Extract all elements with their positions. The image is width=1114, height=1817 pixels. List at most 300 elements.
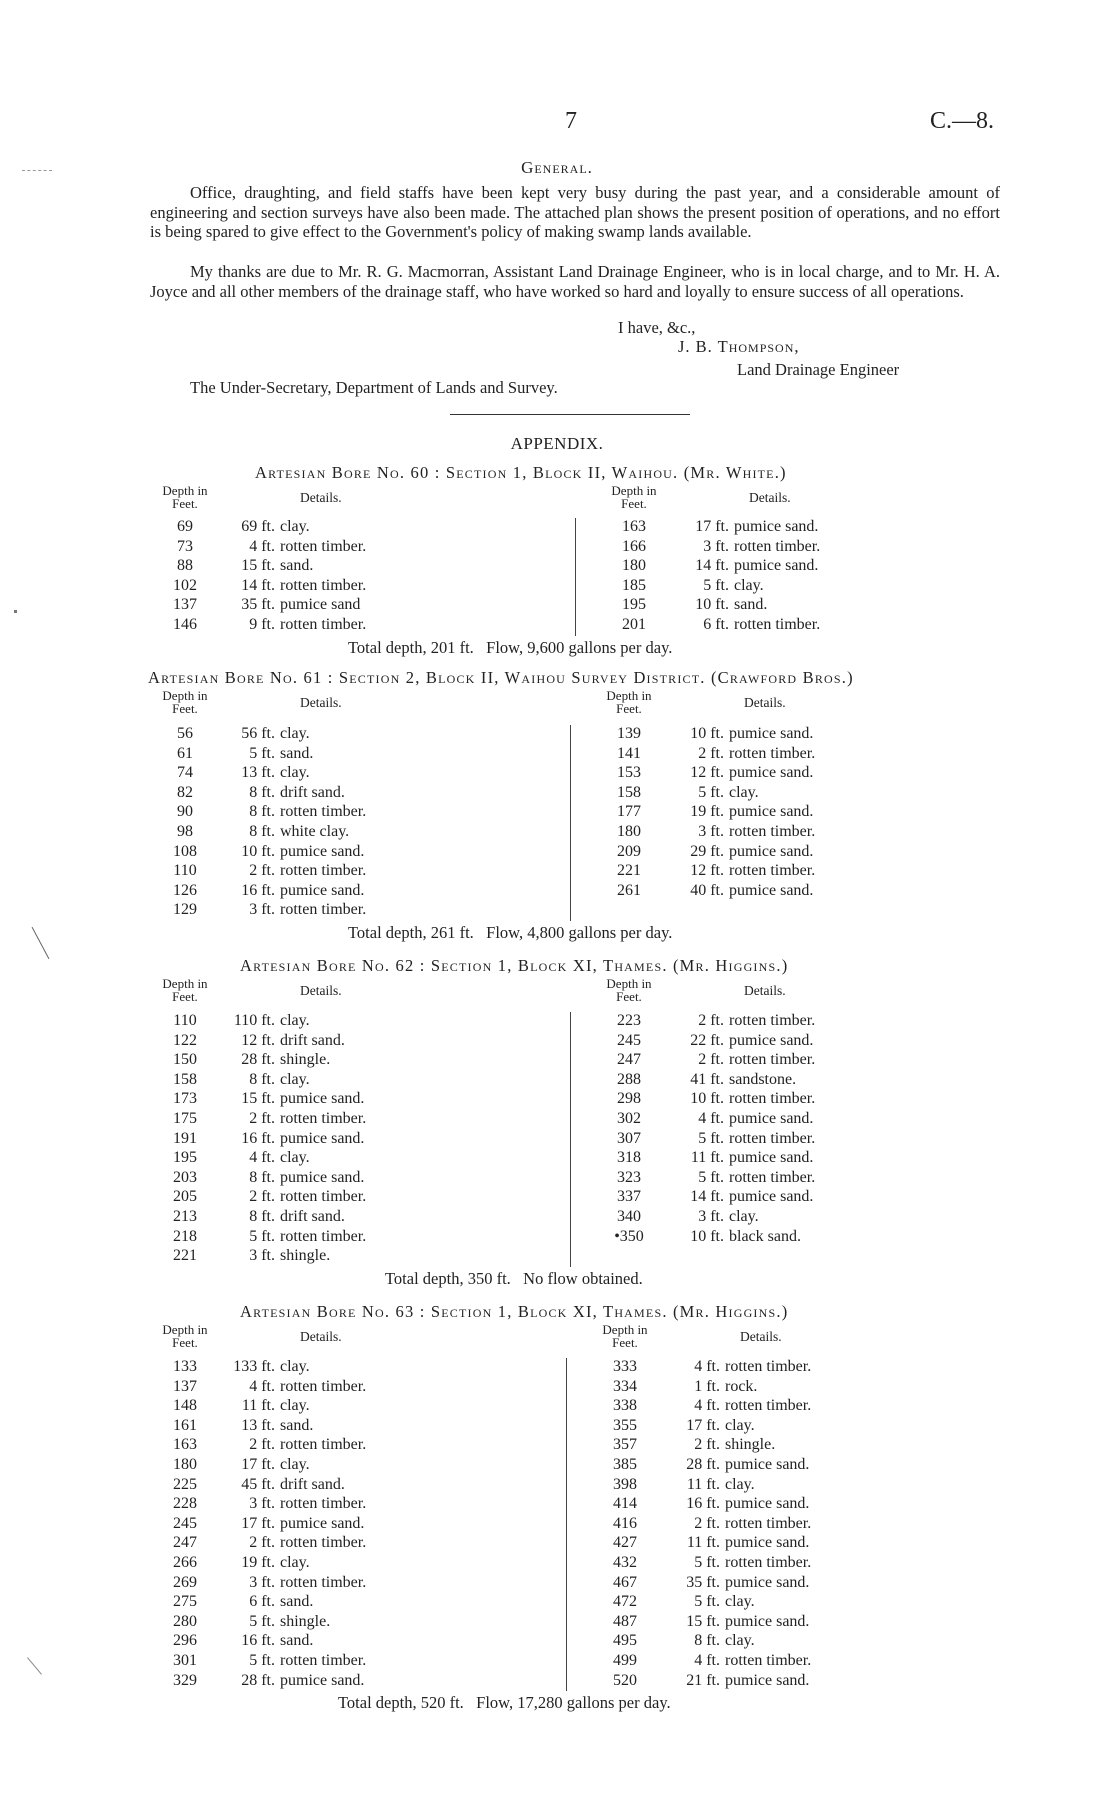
stratum-description: rotten timber. bbox=[280, 1110, 367, 1127]
stratum-description: clay. bbox=[734, 576, 764, 594]
depth-value: 205 bbox=[173, 1188, 197, 1206]
thickness-value: 8 ft. bbox=[249, 823, 275, 840]
depth-value: 337 bbox=[617, 1188, 641, 1206]
stratum-description: pumice sand. bbox=[280, 1129, 365, 1147]
stratum-description: rotten timber. bbox=[729, 862, 816, 880]
table-row bbox=[0, 1149, 1114, 1169]
stratum-description: clay. bbox=[280, 1554, 310, 1571]
depth-value: 148 bbox=[173, 1397, 197, 1415]
stratum-description: clay. bbox=[725, 1475, 755, 1493]
bore-title: Artesian Bore No. 63 : Section 1, Block XI, Thames. (Mr. Higgins.) bbox=[240, 1302, 789, 1321]
details-header-right: Details. bbox=[744, 983, 786, 998]
thickness-value: 41 ft. bbox=[690, 1070, 724, 1088]
stratum-description: pumice sand. bbox=[729, 881, 814, 899]
depth-header-line2: Feet. bbox=[621, 496, 647, 511]
depth-value: 355 bbox=[613, 1416, 637, 1434]
depth-value: 163 bbox=[173, 1436, 197, 1454]
table-row bbox=[0, 557, 1114, 577]
scan-mark bbox=[14, 610, 17, 613]
thickness-value: 1 ft. bbox=[694, 1377, 720, 1395]
thickness-value: 2 ft. bbox=[694, 1436, 720, 1454]
depth-value: 88 bbox=[177, 557, 193, 575]
stratum-description: pumice sand. bbox=[734, 518, 819, 535]
thickness-value: 11 ft. bbox=[686, 1475, 720, 1493]
table-row bbox=[0, 596, 1114, 616]
table-row bbox=[0, 1208, 1114, 1228]
depth-value: 221 bbox=[617, 862, 641, 880]
thickness-value: 14 ft. bbox=[241, 576, 275, 594]
depth-header-left bbox=[150, 484, 220, 510]
table-row bbox=[0, 1071, 1114, 1091]
thickness-value: 3 ft. bbox=[703, 537, 729, 555]
stratum-description: clay. bbox=[729, 1208, 759, 1225]
stratum-description: rotten timber. bbox=[729, 744, 816, 762]
stratum-description: pumice sand. bbox=[729, 803, 814, 821]
depth-value: 416 bbox=[613, 1514, 637, 1532]
stratum-description: clay. bbox=[280, 764, 310, 782]
stratum-description: rotten timber. bbox=[280, 1377, 367, 1395]
stratum-description: clay. bbox=[725, 1593, 755, 1611]
depth-value: 69 bbox=[177, 518, 193, 535]
thickness-value: 15 ft. bbox=[241, 557, 275, 575]
stratum-description: sand. bbox=[280, 557, 314, 575]
depth-header-line1: Depth in bbox=[606, 976, 652, 991]
stratum-description: shingle. bbox=[280, 1612, 331, 1630]
depth-header-right bbox=[594, 689, 664, 715]
thickness-value: 2 ft. bbox=[249, 1534, 275, 1552]
depth-value: 275 bbox=[173, 1593, 197, 1611]
depth-value: 385 bbox=[613, 1456, 637, 1473]
thickness-value: 16 ft. bbox=[241, 1632, 275, 1650]
table-row bbox=[0, 518, 1114, 538]
stratum-description: pumice sand. bbox=[725, 1671, 810, 1689]
table-row bbox=[0, 1632, 1114, 1652]
depth-value: 340 bbox=[617, 1208, 641, 1225]
thickness-value: 2 ft. bbox=[249, 1110, 275, 1127]
thickness-value: 110 ft. bbox=[233, 1012, 275, 1029]
depth-value: 245 bbox=[173, 1514, 197, 1532]
thickness-value: 5 ft. bbox=[694, 1593, 720, 1611]
stratum-description: clay. bbox=[725, 1632, 755, 1650]
stratum-description: rotten timber. bbox=[725, 1652, 812, 1669]
stratum-description: rotten timber. bbox=[280, 803, 367, 821]
table-row bbox=[0, 1032, 1114, 1052]
depth-value: 195 bbox=[622, 596, 646, 614]
thickness-value: 17 ft. bbox=[695, 518, 729, 535]
details-header-left: Details. bbox=[300, 1329, 342, 1344]
stratum-description: rotten timber. bbox=[280, 616, 367, 633]
thickness-value: 4 ft. bbox=[694, 1397, 720, 1415]
depth-value: 302 bbox=[617, 1110, 641, 1127]
stratum-description: shingle. bbox=[280, 1247, 331, 1265]
stratum-description: rotten timber. bbox=[725, 1514, 812, 1532]
table-row bbox=[0, 577, 1114, 597]
table-row bbox=[0, 882, 1114, 902]
stratum-description: pumice sand. bbox=[725, 1456, 810, 1473]
stratum-description: shingle. bbox=[725, 1436, 776, 1454]
thickness-value: 19 ft. bbox=[690, 803, 724, 821]
depth-value: 150 bbox=[173, 1051, 197, 1069]
table-row bbox=[0, 1534, 1114, 1554]
depth-value: 122 bbox=[173, 1031, 197, 1049]
stratum-description: clay. bbox=[280, 1397, 310, 1415]
depth-value: 414 bbox=[613, 1495, 637, 1513]
depth-value: 158 bbox=[617, 783, 641, 801]
depth-value: 108 bbox=[173, 842, 197, 860]
thickness-value: 8 ft. bbox=[249, 803, 275, 821]
depth-value: 357 bbox=[613, 1436, 637, 1454]
depth-value: 173 bbox=[173, 1090, 197, 1108]
stratum-description: sand. bbox=[280, 1416, 314, 1434]
thickness-value: 2 ft. bbox=[698, 744, 724, 762]
stratum-description: pumice sand. bbox=[280, 1168, 365, 1186]
depth-value: 209 bbox=[617, 842, 641, 860]
depth-value: 323 bbox=[617, 1168, 641, 1186]
thickness-value: 133 ft. bbox=[233, 1358, 275, 1375]
table-row bbox=[0, 538, 1114, 558]
thickness-value: 4 ft. bbox=[249, 1149, 275, 1167]
paragraph-thanks bbox=[150, 262, 1000, 301]
depth-value: 133 bbox=[173, 1358, 197, 1375]
thickness-value: 6 ft. bbox=[703, 616, 729, 633]
thickness-value: 29 ft. bbox=[690, 842, 724, 860]
depth-value: 139 bbox=[617, 725, 641, 742]
depth-value: 137 bbox=[173, 596, 197, 614]
stratum-description: rotten timber. bbox=[725, 1554, 812, 1571]
table-row bbox=[0, 1188, 1114, 1208]
stratum-description: clay. bbox=[280, 1358, 310, 1375]
depth-value: 61 bbox=[177, 744, 193, 762]
depth-header-line1: Depth in bbox=[602, 1322, 648, 1337]
depth-value: 499 bbox=[613, 1652, 637, 1669]
thickness-value: 5 ft. bbox=[698, 1129, 724, 1147]
thickness-value: 28 ft. bbox=[686, 1456, 720, 1473]
table-row bbox=[0, 764, 1114, 784]
depth-value: 334 bbox=[613, 1377, 637, 1395]
thickness-value: 14 ft. bbox=[695, 557, 729, 575]
thickness-value: 10 ft. bbox=[690, 1227, 724, 1245]
table-row bbox=[0, 616, 1114, 636]
depth-value: 191 bbox=[173, 1129, 197, 1147]
table-row bbox=[0, 1593, 1114, 1613]
depth-value: 301 bbox=[173, 1652, 197, 1669]
thickness-value: 8 ft. bbox=[694, 1632, 720, 1650]
bore-title: Artesian Bore No. 62 : Section 1, Block XI, Thames. (Mr. Higgins.) bbox=[240, 956, 789, 975]
bore-title: Artesian Bore No. 61 : Section 2, Block II, Waihou Survey District. (Crawford Bros.) bbox=[148, 668, 854, 687]
thickness-value: 40 ft. bbox=[690, 881, 724, 899]
closing: I have, &c., bbox=[618, 318, 696, 337]
depth-value: 126 bbox=[173, 881, 197, 899]
thickness-value: 14 ft. bbox=[690, 1188, 724, 1206]
signatory: J. B. Thompson, bbox=[678, 337, 800, 356]
depth-value: 82 bbox=[177, 783, 193, 801]
thickness-value: 35 ft. bbox=[241, 596, 275, 614]
stratum-description: rotten timber. bbox=[729, 1051, 816, 1069]
paragraph-general bbox=[150, 183, 1000, 242]
depth-value: 223 bbox=[617, 1012, 641, 1029]
thickness-value: 5 ft. bbox=[249, 744, 275, 762]
thickness-value: 28 ft. bbox=[241, 1671, 275, 1689]
thickness-value: 8 ft. bbox=[249, 783, 275, 801]
table-row bbox=[0, 843, 1114, 863]
thickness-value: 5 ft. bbox=[703, 576, 729, 594]
scan-mark bbox=[32, 927, 50, 959]
stratum-description: rotten timber. bbox=[280, 1534, 367, 1552]
total-depth: Total depth, 350 ft. No flow obtained. bbox=[385, 1268, 643, 1288]
table-row bbox=[0, 823, 1114, 843]
stratum-description: pumice sand. bbox=[725, 1573, 810, 1591]
thickness-value: 16 ft. bbox=[241, 881, 275, 899]
depth-header-line2: Feet. bbox=[172, 989, 198, 1004]
stratum-description: pumice sand. bbox=[729, 1188, 814, 1206]
thickness-value: 4 ft. bbox=[694, 1358, 720, 1375]
thickness-value: 5 ft. bbox=[698, 1168, 724, 1186]
divider-rule bbox=[450, 414, 690, 415]
thickness-value: 15 ft. bbox=[241, 1090, 275, 1108]
details-header-right: Details. bbox=[740, 1329, 782, 1344]
thickness-value: 45 ft. bbox=[241, 1475, 275, 1493]
thickness-value: 3 ft. bbox=[249, 1573, 275, 1591]
details-header-right: Details. bbox=[749, 490, 791, 505]
table-row bbox=[0, 1515, 1114, 1535]
depth-header-right bbox=[599, 484, 669, 510]
stratum-description: pumice sand. bbox=[729, 1110, 814, 1127]
depth-header-left bbox=[150, 977, 220, 1003]
depth-value: 487 bbox=[613, 1612, 637, 1630]
stratum-description: rotten timber. bbox=[729, 823, 816, 840]
total-depth: Total depth, 201 ft. Flow, 9,600 gallons per day. bbox=[348, 637, 673, 657]
depth-header-line1: Depth in bbox=[162, 483, 208, 498]
thickness-value: 11 ft. bbox=[241, 1397, 275, 1415]
stratum-description: pumice sand. bbox=[280, 842, 365, 860]
stratum-description: pumice sand. bbox=[725, 1534, 810, 1552]
thickness-value: 2 ft. bbox=[249, 862, 275, 880]
depth-value: 180 bbox=[622, 557, 646, 575]
depth-header-left bbox=[150, 689, 220, 715]
table-row bbox=[0, 725, 1114, 745]
stratum-description: rotten timber. bbox=[729, 1168, 816, 1186]
depth-header-line2: Feet. bbox=[172, 701, 198, 716]
thickness-value: 28 ft. bbox=[241, 1051, 275, 1069]
stratum-description: rotten timber. bbox=[280, 576, 367, 594]
stratum-description: rotten timber. bbox=[729, 1129, 816, 1147]
thickness-value: 2 ft. bbox=[249, 1188, 275, 1206]
thickness-value: 9 ft. bbox=[249, 616, 275, 633]
thickness-value: 4 ft. bbox=[249, 1377, 275, 1395]
thickness-value: 17 ft. bbox=[686, 1416, 720, 1434]
thickness-value: 16 ft. bbox=[686, 1495, 720, 1513]
thickness-value: 2 ft. bbox=[694, 1514, 720, 1532]
depth-value: 228 bbox=[173, 1495, 197, 1513]
depth-value: •350 bbox=[614, 1227, 644, 1245]
details-header-left: Details. bbox=[300, 983, 342, 998]
thickness-value: 2 ft. bbox=[698, 1051, 724, 1069]
depth-value: 467 bbox=[613, 1573, 637, 1591]
depth-value: 177 bbox=[617, 803, 641, 821]
depth-value: 166 bbox=[622, 537, 646, 555]
stratum-description: clay. bbox=[725, 1416, 755, 1434]
thickness-value: 4 ft. bbox=[698, 1110, 724, 1127]
stratum-description: black sand. bbox=[729, 1227, 801, 1245]
table-row bbox=[0, 1436, 1114, 1456]
table-row bbox=[0, 1652, 1114, 1672]
table-row bbox=[0, 745, 1114, 765]
stratum-description: clay. bbox=[280, 1012, 310, 1029]
stratum-description: rotten timber. bbox=[280, 1495, 367, 1513]
depth-header-line1: Depth in bbox=[162, 976, 208, 991]
depth-value: 153 bbox=[617, 764, 641, 782]
depth-header-line2: Feet. bbox=[616, 989, 642, 1004]
details-header-left: Details. bbox=[300, 695, 342, 710]
depth-value: 201 bbox=[622, 616, 646, 633]
depth-value: 98 bbox=[177, 823, 193, 840]
table-row bbox=[0, 1613, 1114, 1633]
paragraph-thanks-text: My thanks are due to Mr. R. G. Macmorran, Assistant Land Drainage Engineer, who is in local charge, and to Mr. H. A. Joyce and all other members of the drainage staff, who have worked so hard and loyally to ensure success of all operations. bbox=[150, 262, 1000, 301]
depth-value: 247 bbox=[173, 1534, 197, 1552]
thickness-value: 10 ft. bbox=[690, 1090, 724, 1108]
thickness-value: 3 ft. bbox=[249, 1247, 275, 1265]
depth-value: 137 bbox=[173, 1377, 197, 1395]
signatory-title: Land Drainage Engineer bbox=[737, 360, 900, 379]
depth-value: 110 bbox=[173, 1012, 197, 1029]
depth-value: 195 bbox=[173, 1149, 197, 1167]
depth-value: 247 bbox=[617, 1051, 641, 1069]
depth-value: 432 bbox=[613, 1554, 637, 1571]
stratum-description: rock. bbox=[725, 1377, 758, 1395]
table-row bbox=[0, 1169, 1114, 1189]
table-row bbox=[0, 803, 1114, 823]
stratum-description: drift sand. bbox=[280, 1031, 345, 1049]
depth-value: 307 bbox=[617, 1129, 641, 1147]
table-row bbox=[0, 901, 1114, 921]
table-row bbox=[0, 1417, 1114, 1437]
depth-value: 218 bbox=[173, 1227, 197, 1245]
depth-header-line1: Depth in bbox=[606, 688, 652, 703]
depth-value: 102 bbox=[173, 576, 197, 594]
bore-title: Artesian Bore No. 60 : Section 1, Block II, Waihou. (Mr. White.) bbox=[255, 463, 787, 482]
table-row bbox=[0, 1358, 1114, 1378]
depth-value: 161 bbox=[173, 1416, 197, 1434]
depth-value: 141 bbox=[617, 744, 641, 762]
stratum-description: clay. bbox=[280, 1456, 310, 1473]
stratum-description: shingle. bbox=[280, 1051, 331, 1069]
table-row bbox=[0, 1051, 1114, 1071]
scan-mark bbox=[22, 170, 52, 171]
stratum-description: rotten timber. bbox=[280, 1188, 367, 1206]
depth-value: 225 bbox=[173, 1475, 197, 1493]
depth-value: 269 bbox=[173, 1573, 197, 1591]
document-reference: C.—8. bbox=[930, 108, 995, 134]
general-heading: General. bbox=[521, 158, 593, 177]
table-row bbox=[0, 1574, 1114, 1594]
depth-value: 221 bbox=[173, 1247, 197, 1265]
table-row bbox=[0, 784, 1114, 804]
depth-value: 520 bbox=[613, 1671, 637, 1689]
table-row bbox=[0, 1247, 1114, 1267]
stratum-description: rotten timber. bbox=[729, 1012, 816, 1029]
table-row bbox=[0, 1397, 1114, 1417]
thickness-value: 5 ft. bbox=[249, 1612, 275, 1630]
thickness-value: 16 ft. bbox=[241, 1129, 275, 1147]
stratum-description: drift sand. bbox=[280, 1475, 345, 1493]
stratum-description: clay. bbox=[280, 725, 310, 742]
stratum-description: pumice sand bbox=[280, 596, 361, 614]
stratum-description: rotten timber. bbox=[729, 1090, 816, 1108]
stratum-description: pumice sand. bbox=[280, 1090, 365, 1108]
table-row bbox=[0, 862, 1114, 882]
thickness-value: 17 ft. bbox=[241, 1514, 275, 1532]
stratum-description: clay. bbox=[280, 1149, 310, 1167]
thickness-value: 5 ft. bbox=[694, 1554, 720, 1571]
depth-value: 146 bbox=[173, 616, 197, 633]
stratum-description: clay. bbox=[729, 783, 759, 801]
stratum-description: rotten timber. bbox=[725, 1358, 812, 1375]
stratum-description: white clay. bbox=[280, 823, 350, 840]
table-row bbox=[0, 1228, 1114, 1248]
thickness-value: 3 ft. bbox=[698, 1208, 724, 1225]
depth-header-line2: Feet. bbox=[172, 1335, 198, 1350]
thickness-value: 5 ft. bbox=[249, 1227, 275, 1245]
stratum-description: drift sand. bbox=[280, 1208, 345, 1225]
stratum-description: pumice sand. bbox=[280, 881, 365, 899]
depth-value: 495 bbox=[613, 1632, 637, 1650]
table-row bbox=[0, 1554, 1114, 1574]
depth-value: 175 bbox=[173, 1110, 197, 1127]
table-row bbox=[0, 1456, 1114, 1476]
appendix-heading: APPENDIX. bbox=[510, 434, 604, 453]
table-row bbox=[0, 1130, 1114, 1150]
stratum-description: pumice sand. bbox=[734, 557, 819, 575]
depth-value: 110 bbox=[173, 862, 197, 880]
total-depth: Total depth, 261 ft. Flow, 4,800 gallons per day. bbox=[348, 923, 673, 942]
depth-value: 398 bbox=[613, 1475, 637, 1493]
stratum-description: rotten timber. bbox=[280, 1227, 367, 1245]
thickness-value: 21 ft. bbox=[686, 1671, 720, 1689]
depth-value: 329 bbox=[173, 1671, 197, 1689]
stratum-description: sandstone. bbox=[729, 1070, 797, 1088]
details-header-left: Details. bbox=[300, 490, 342, 505]
depth-value: 213 bbox=[173, 1208, 197, 1225]
thickness-value: 3 ft. bbox=[249, 901, 275, 919]
stratum-description: rotten timber. bbox=[280, 537, 367, 555]
thickness-value: 15 ft. bbox=[686, 1612, 720, 1630]
total-depth: Total depth, 520 ft. Flow, 17,280 gallons per day. bbox=[338, 1693, 671, 1713]
depth-value: 163 bbox=[622, 518, 646, 535]
depth-value: 296 bbox=[173, 1632, 197, 1650]
stratum-description: pumice sand. bbox=[729, 725, 814, 742]
depth-value: 90 bbox=[177, 803, 193, 821]
stratum-description: pumice sand. bbox=[280, 1671, 365, 1689]
thickness-value: 2 ft. bbox=[698, 1012, 724, 1029]
depth-header-line1: Depth in bbox=[162, 1322, 208, 1337]
paragraph-general-text: Office, draughting, and field staffs have been kept very busy during the past year, and a considerable amount of engineering and section surveys have also been made. The attached plan shows the present position of operations, and no effort is being spared to give effect to the Government's policy of making swamp lands available. bbox=[150, 183, 1000, 242]
stratum-description: pumice sand. bbox=[729, 842, 814, 860]
stratum-description: sand. bbox=[280, 1632, 314, 1650]
thickness-value: 12 ft. bbox=[690, 862, 724, 880]
depth-header-line1: Depth in bbox=[611, 483, 657, 498]
depth-value: 318 bbox=[617, 1149, 641, 1167]
depth-value: 203 bbox=[173, 1168, 197, 1186]
stratum-description: rotten timber. bbox=[280, 1436, 367, 1454]
table-row bbox=[0, 1378, 1114, 1398]
depth-value: 266 bbox=[173, 1554, 197, 1571]
stratum-description: pumice sand. bbox=[725, 1495, 810, 1513]
stratum-description: pumice sand. bbox=[729, 1149, 814, 1167]
stratum-description: rotten timber. bbox=[280, 862, 367, 880]
depth-value: 288 bbox=[617, 1070, 641, 1088]
stratum-description: pumice sand. bbox=[725, 1612, 810, 1630]
depth-value: 158 bbox=[173, 1070, 197, 1088]
